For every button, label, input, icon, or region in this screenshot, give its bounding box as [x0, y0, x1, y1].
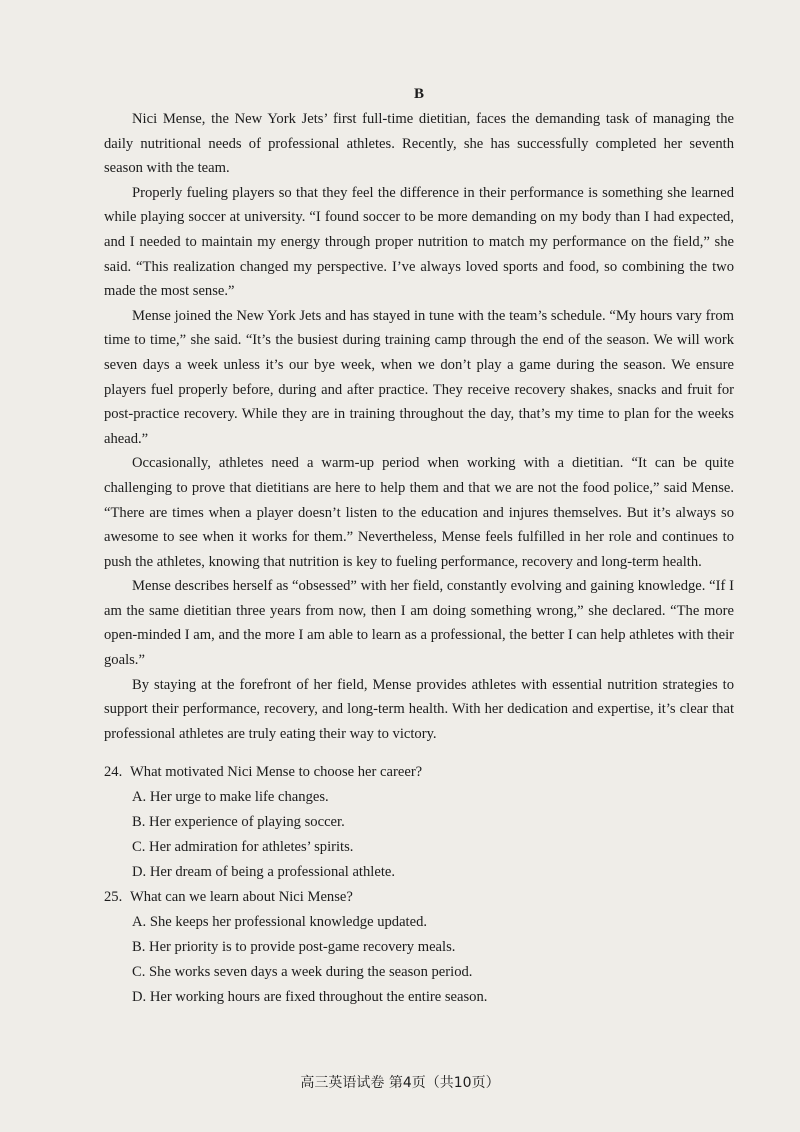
reading-passage	[104, 107, 734, 746]
question-text: What motivated Nici Mense to choose her career?	[130, 764, 423, 781]
question-stem	[104, 760, 734, 785]
question-number: 25.	[104, 889, 123, 906]
question-text: What can we learn about Nici Mense?	[130, 889, 353, 906]
question-24	[104, 760, 734, 885]
question-25	[104, 885, 734, 1010]
question-stem	[104, 885, 734, 910]
answer-option-d: D. Her working hours are fixed throughout the entire season.	[132, 989, 488, 1006]
passage-paragraph: Occasionally, athletes need a warm-up period when working with a dietitian. “It can be quite challenging to prove that dietitians are here to help them and that we are not the food police,” said Mense. “There are times when a player doesn’t listen to the education and injures themselves. But it’s always so awesome to see when it works for them.” Nevertheless, Mense feels fulfilled in her role and continues to push the athletes, knowing that nutrition is key to fueling performance, recovery and long-term health.	[104, 455, 734, 570]
answer-option-a: A. Her urge to make life changes.	[132, 789, 329, 806]
question-list	[104, 760, 734, 1010]
passage-paragraph: Mense joined the New York Jets and has stayed in tune with the team’s schedule. “My hours vary from time to time,” she said. “It’s the busiest during training camp through the end of the season. We will work seven days a week unless it’s our bye week, when we don’t play a game during the season. We ensure players fuel properly before, during and after practice. They receive recovery shakes, snacks and fruit for post-practice recovery. While they are in training throughout the day, that’s my time to plan for the weeks ahead.”	[104, 307, 734, 447]
answer-option-b: B. Her experience of playing soccer.	[132, 814, 345, 831]
answer-option-d: D. Her dream of being a professional athlete.	[132, 864, 395, 881]
section-title: B	[413, 86, 424, 102]
answer-option-a: A. She keeps her professional knowledge updated.	[132, 914, 428, 931]
passage-paragraph: By staying at the forefront of her field, Mense provides athletes with essential nutrition strategies to support their performance, recovery, and long-term health. With her dedication and expertise, it’s clear that professional athletes are truly eating their way to victory.	[104, 676, 734, 742]
answer-option-c: C. She works seven days a week during the season period.	[132, 964, 473, 981]
answer-option-b: B. Her priority is to provide post-game recovery meals.	[132, 939, 456, 956]
passage-paragraph: Nici Mense, the New York Jets’ first full-time dietitian, faces the demanding task of managing the daily nutritional needs of professional athletes. Recently, she has successfully completed her seventh season with the team.	[104, 111, 734, 177]
passage-paragraph: Mense describes herself as “obsessed” with her field, constantly evolving and gaining knowledge. “If I am the same dietitian three years from now, then I am doing something wrong,” she declared. “The more open-minded I am, and the more I am able to learn as a professional, the better I can help athletes with their goals.”	[104, 578, 734, 669]
passage-paragraph: Properly fueling players so that they feel the difference in their performance is something she learned while playing soccer at university. “I found soccer to be more demanding on my body than I had expected, and I needed to maintain my energy through proper nutrition to match my performance on the field,” she said. “This realization changed my perspective. I’ve always loved sports and food, so combining the two made the most sense.”	[104, 184, 734, 300]
page-footer: 高三英语试卷 第4页（共10页）	[300, 1075, 500, 1091]
answer-option-c: C. Her admiration for athletes’ spirits.	[132, 839, 354, 856]
question-number: 24.	[104, 764, 123, 781]
